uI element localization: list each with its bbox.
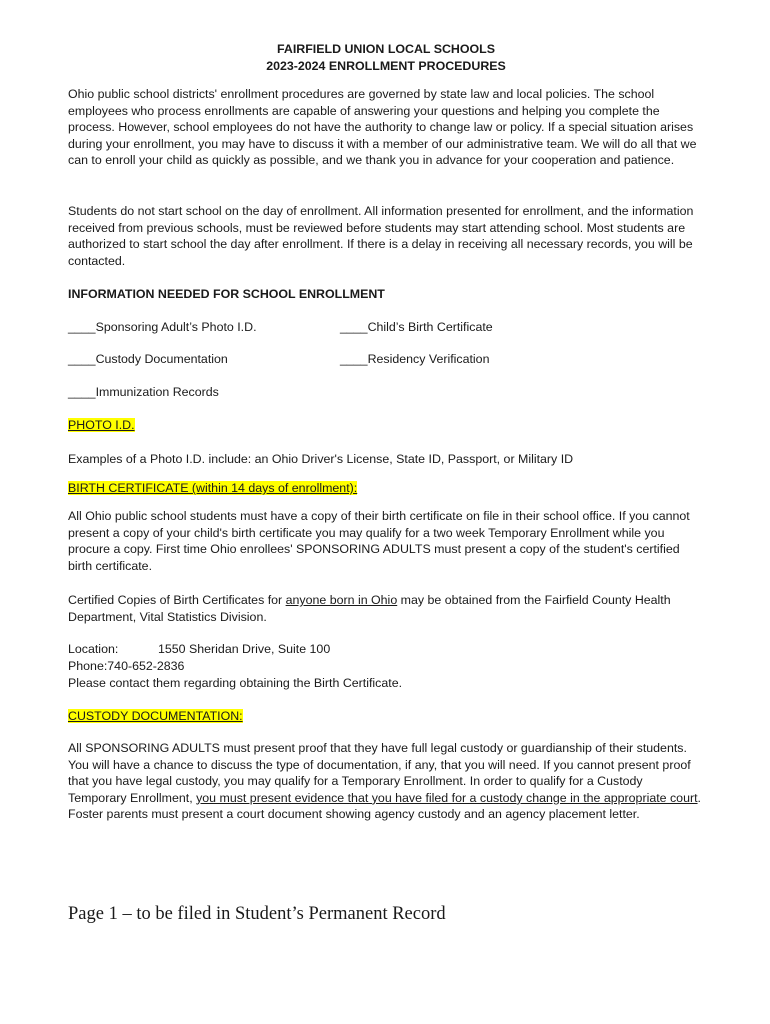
custody-section <box>68 708 704 725</box>
checklist-item-photo-id: ____Sponsoring Adult’s Photo I.D. <box>68 320 257 334</box>
birth-certificate-section <box>68 480 704 497</box>
photo-id-section <box>68 417 704 434</box>
birth-certificate-paragraph: All Ohio public school students must have a copy of their birth certificate on file in their school office. If you cannot present a copy of your child's birth certificate you may qualify for a two week Temporary Enrollment while you procure a copy. First time Ohio enrollees' SPONSORING ADULTS must present a copy of the student's certified birth certificate. <box>68 509 690 573</box>
custody-text-start: All SPONSORING ADULTS must present proof that they have full legal custody or guardianship of their students. You will have a chance to discuss the type of documentation, if any, that you will need. If you cannot present proof that you have legal custody, you may qualify for a Temporary Enrollment. In order to qualify for a Custody Temporary Enrollment, <box>68 741 691 805</box>
checklist-item-birth-certificate: ____Child’s Birth Certificate <box>340 320 493 334</box>
phone-line <box>68 658 704 675</box>
checklist-heading: INFORMATION NEEDED FOR SCHOOL ENROLLMENT <box>68 287 385 301</box>
photo-id-heading: PHOTO I.D. <box>68 418 135 432</box>
custody-heading: CUSTODY DOCUMENTATION: <box>68 709 243 723</box>
custody-paragraph <box>68 740 704 823</box>
phone-value: 740-652-2836 <box>107 659 185 673</box>
birth-certificate-heading: BIRTH CERTIFICATE (within 14 days of enrollment): <box>68 481 358 495</box>
copies-text-end: may be obtained from the Fairfield County Health Department, Vital Statistics Division. <box>68 593 671 624</box>
custody-text-end: . Foster parents must present a court document showing agency custody and an agency placement letter. <box>68 790 701 822</box>
checklist-item-residency: ____Residency Verification <box>340 352 490 366</box>
custody-text-underlined: you must present evidence that you have filed for a custody change in the appropriate court <box>196 790 698 805</box>
intro-paragraph-2: Students do not start school on the day of enrollment. All information presented for enrollment, and the information received from previous schools, must be reviewed before students may start attending school. Most students are authorized to start school the day after enrollment. If there is a delay in receiving all necessary records, you will be contacted. <box>68 204 694 268</box>
intro-paragraph-1: Ohio public school districts' enrollment procedures are governed by state law and local policies. The school employees who process enrollments are capable of answering your questions and helping you complete the process. However, school employees do not have the authority to change law or policy. If a special situation arises during your enrollment, you may have to discuss it with a member of our administrative team. We will do all that we can to enroll your child as quickly as possible, and we thank you in advance for your cooperation and patience. <box>68 87 697 168</box>
checklist-item-immunization: ____Immunization Records <box>68 385 219 399</box>
copies-text-underlined: anyone born in Ohio <box>285 593 398 607</box>
checklist-item-custody: ____Custody Documentation <box>68 352 228 366</box>
location-value: 1550 Sheridan Drive, Suite 100 <box>158 642 331 656</box>
phone-label: Phone: <box>68 659 108 673</box>
copies-text-start: Certified Copies of Birth Certificates for <box>68 593 286 607</box>
location-label: Location: <box>68 642 119 656</box>
birth-certificate-copies-paragraph <box>68 592 704 625</box>
page-footer: Page 1 – to be filed in Student’s Permanent Record <box>68 904 446 924</box>
contact-note: Please contact them regarding obtaining the Birth Certificate. <box>68 676 403 690</box>
doc-title-line2: 2023-2024 ENROLLMENT PROCEDURES <box>266 59 506 73</box>
photo-id-text: Examples of a Photo I.D. include: an Ohio Driver's License, State ID, Passport, or Military ID <box>68 452 574 466</box>
location-line <box>68 641 704 658</box>
doc-title-line1: FAIRFIELD UNION LOCAL SCHOOLS <box>277 42 495 56</box>
